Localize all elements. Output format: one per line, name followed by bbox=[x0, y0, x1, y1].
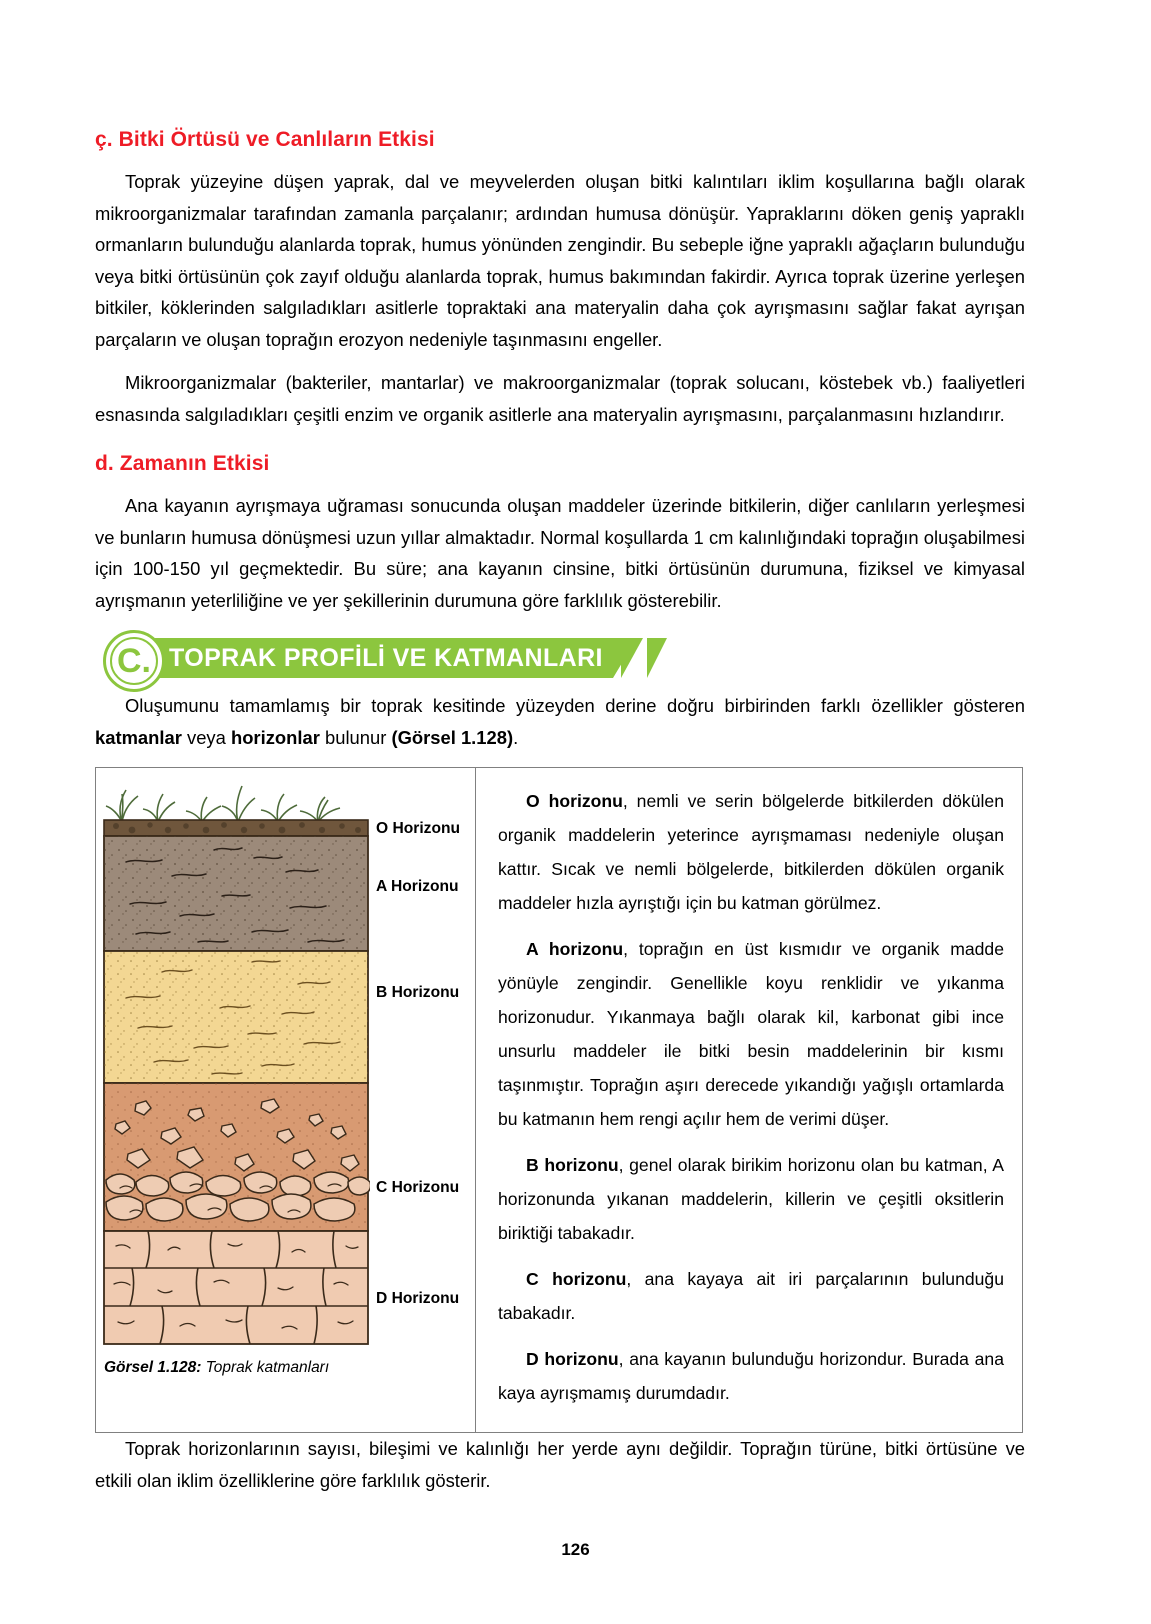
section-letter-badge bbox=[103, 630, 165, 692]
soil-layers-svg bbox=[102, 776, 370, 1346]
intro-bold-gorsel-ref: (Görsel 1.128) bbox=[391, 726, 514, 748]
b-horizon-layer bbox=[104, 951, 368, 1083]
banner-arrow-2 bbox=[647, 638, 667, 678]
figure-caption-label: Görsel 1.128: bbox=[104, 1359, 202, 1376]
description-d-bold: D horizonu bbox=[526, 1349, 619, 1369]
heading-zamanin-etkisi: d. Zamanın Etkisi bbox=[95, 452, 270, 475]
description-d-horizon bbox=[498, 1342, 1004, 1410]
description-o-horizon bbox=[498, 784, 1004, 920]
section-letter-text: C. bbox=[117, 641, 151, 680]
horizon-label-b: B Horizonu bbox=[376, 984, 460, 1001]
description-b-horizon bbox=[498, 1148, 1004, 1250]
banner-arrow-1 bbox=[621, 638, 643, 678]
description-a-bold: A horizonu bbox=[526, 939, 624, 959]
description-d-text: , ana kayanın bulunduğu horizondur. Burada ana kaya ayrışmamış durumdadır. bbox=[498, 1349, 1004, 1403]
description-b-text: , genel olarak birikim horizonu olan bu katman, A horizonunda yıkanan maddelerin, killerin ve çeşitli oksitlerin biriktiği tabakadır. bbox=[498, 1155, 1004, 1243]
horizon-label-a: A Horizonu bbox=[376, 878, 459, 895]
description-b-bold: B horizonu bbox=[526, 1155, 619, 1175]
intro-bold-katmanlar: katmanlar bbox=[95, 726, 182, 748]
paragraph-zaman-1: Ana kayanın ayrışmaya uğraması sonucunda oluşan maddeler üzerinde bitkilerin, diğer canlıların yerleşmesi ve bunların humusa dönüşmesi uzun yıllar almaktadır. Normal koşullarda 1 cm kalınlığındaki toprağın oluşabilmesi için 100-150 yıl geçmektedir. Bu süre; ana kayanın cinsine, bitki örtüsünün durumuna, fiziksel ve kimyasal ayrışmanın yeterliliğine ve yer şekillerinin durumuna göre farklılık gösterebilir. bbox=[95, 495, 1025, 611]
description-c-text: , ana kayaya ait iri parçalarının bulunduğu tabakadır. bbox=[498, 1269, 1004, 1323]
horizon-label-c: C Horizonu bbox=[376, 1179, 460, 1196]
description-o-text: , nemli ve serin bölgelerde bitkilerden dökülen organik maddelerin yeterince ayrışmaması nedeniyle oluşan kattır. Sıcak ve nemli bölgelerde, bitkilerden dökülen organik maddeler hızla ayrıştığı için bu katman görülmez. bbox=[498, 791, 1004, 913]
description-a-text: , toprağın en üst kısmıdır ve organik madde yönüyle zengindir. Genellikle koyu renklidir ve yıkanma horizonudur. Yıkanmaya bağlı olarak kil, karbonat gibi ince unsurlu maddeler ile bitki besin maddelerinin bir kısmı taşınmıştır. Toprağın aşırı derecede yıkandığı yağışlı ortamlarda bu katmanın hem rengi açılır hem de verimi düşer. bbox=[498, 939, 1004, 1129]
page-number: 126 bbox=[561, 1540, 590, 1559]
section-banner bbox=[95, 630, 1025, 682]
o-horizon-layer bbox=[104, 820, 368, 836]
paragraph-closing: Toprak horizonlarının sayısı, bileşimi ve kalınlığı her yerde aynı değildir. Toprağın türüne, bitki örtüsüne ve etkili olan iklim özelliklerine göre farklılık gösterir. bbox=[95, 1438, 1025, 1491]
figure-description-cell bbox=[476, 768, 1022, 1432]
horizon-label-o: O Horizonu bbox=[376, 820, 461, 837]
intro-part-2: veya bbox=[181, 726, 231, 748]
intro-part-1: Oluşumunu tamamlamış bir toprak kesitinde yüzeyden derine doğru birbirinden farklı özellikler gösteren bbox=[125, 695, 1025, 716]
description-o-bold: O horizonu bbox=[526, 791, 623, 811]
description-c-horizon bbox=[498, 1262, 1004, 1330]
intro-bold-horizonlar: horizonlar bbox=[230, 726, 320, 748]
c-horizon-layer bbox=[104, 1083, 370, 1231]
a-horizon-layer bbox=[104, 836, 368, 951]
intro-part-3: bulunur bbox=[319, 726, 392, 748]
paragraph-intro bbox=[95, 690, 1025, 753]
figure-image-cell bbox=[96, 768, 476, 1432]
section-banner-title: TOPRAK PROFİLİ VE KATMANLARI bbox=[169, 644, 603, 672]
figure-1-128 bbox=[95, 767, 1023, 1433]
page-content bbox=[95, 128, 1025, 1508]
grass-tufts bbox=[106, 786, 340, 822]
description-c-bold: C horizonu bbox=[526, 1269, 627, 1289]
intro-part-4: . bbox=[513, 726, 519, 748]
paragraph-bitki-1: Toprak yüzeyine düşen yaprak, dal ve meyvelerden oluşan bitki kalıntıları iklim koşullarına bağlı olarak mikroorganizmalar tarafından zamanla parçalanır; ardından humusa dönüşür. Yapraklarını döken geniş yapraklı ormanların bulunduğu alanlarda toprak, humus yönünden zengindir. Bu sebeple iğne yapraklı ağaçların bulunduğu veya bitki örtüsünün çok zayıf olduğu alanlarda toprak, humus bakımından fakirdir. Ayrıca toprak üzerine yerleşen bitkiler, köklerinden salgıladıkları asitlerle topraktaki ana materyalin daha çok ayrışmasını sağlar fakat ayrışan parçaların ve oluşan toprağın erozyon nedeniyle taşınmasını engeller. bbox=[95, 171, 1025, 350]
figure-caption-text: Toprak katmanları bbox=[201, 1359, 330, 1376]
soil-profile-diagram bbox=[102, 776, 469, 1351]
description-a-horizon bbox=[498, 932, 1004, 1136]
horizon-label-d: D Horizonu bbox=[376, 1290, 460, 1307]
soil-profile-illustration bbox=[102, 776, 370, 1351]
d-horizon-layer bbox=[104, 1231, 368, 1344]
paragraph-bitki-2: Mikroorganizmalar (bakteriler, mantarlar) ve makroorganizmalar (toprak solucanı, köstebek vb.) faaliyetleri esnasında salgıladıkları çeşitli enzim ve organik asitlerle ana materyalin ayrışmasını, parçalanmasını hızlandırır. bbox=[95, 372, 1025, 425]
heading-bitki-ortusu: ç. Bitki Örtüsü ve Canlıların Etkisi bbox=[95, 128, 435, 151]
figure-caption bbox=[102, 1359, 469, 1377]
horizon-label-column bbox=[370, 776, 474, 1351]
